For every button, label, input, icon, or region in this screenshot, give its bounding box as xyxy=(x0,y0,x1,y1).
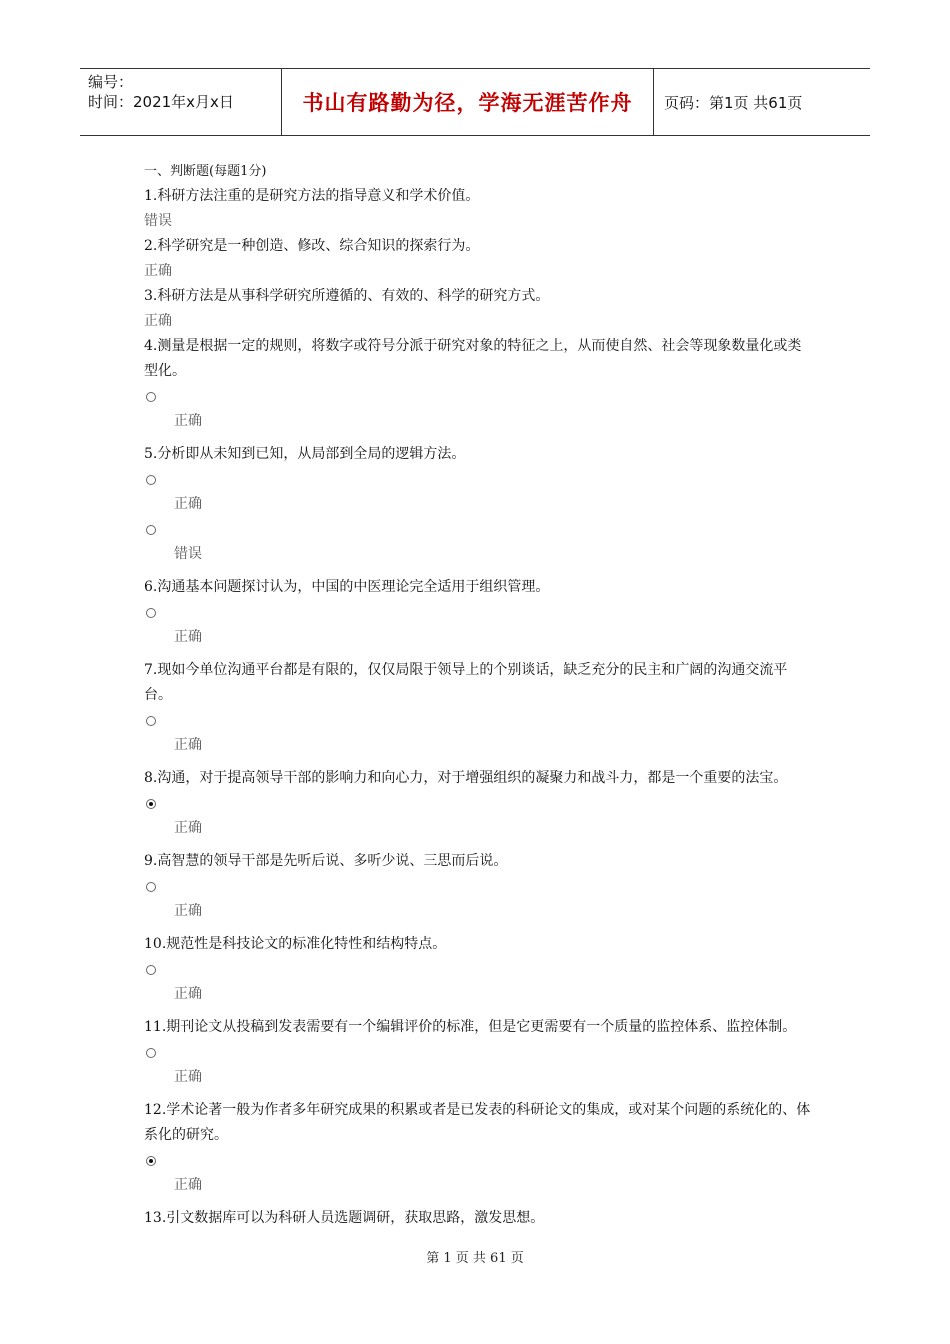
question-text: 10.规范性是科技论文的标准化特性和结构特点。 xyxy=(144,936,447,952)
section-title: 一、判断题(每题1分) xyxy=(144,164,267,179)
header-meta xyxy=(80,69,282,135)
question-list xyxy=(144,160,814,1231)
number-label: 编号： xyxy=(88,73,134,91)
question-text: 4.测量是根据一定的规则，将数字或符号分派于研究对象的特征之上，从而使自然、社会等现象数量化或类型化。 xyxy=(144,338,802,379)
spacer xyxy=(144,1007,814,1015)
answer-text: 错误 xyxy=(144,213,172,229)
page-footer: 第 1 页 共 61 页 xyxy=(426,1251,524,1266)
option-label: 错误 xyxy=(174,546,202,562)
spacer xyxy=(144,434,814,442)
radio-button[interactable] xyxy=(146,392,156,402)
answer-option[interactable] xyxy=(144,1148,814,1198)
option-label: 正确 xyxy=(174,629,202,645)
option-label: 正确 xyxy=(174,903,202,919)
radio-button[interactable] xyxy=(146,965,156,975)
radio-button[interactable] xyxy=(146,475,156,485)
radio-button[interactable] xyxy=(146,799,156,809)
answer-option[interactable] xyxy=(144,467,814,517)
question-text: 5.分析即从未知到已知，从局部到全局的逻辑方法。 xyxy=(144,446,466,462)
option-label: 正确 xyxy=(174,737,202,753)
radio-button[interactable] xyxy=(146,716,156,726)
answer-option[interactable] xyxy=(144,384,814,434)
option-label: 正确 xyxy=(174,1177,202,1193)
radio-button[interactable] xyxy=(146,882,156,892)
answer-option[interactable] xyxy=(144,957,814,1007)
option-label: 正确 xyxy=(174,820,202,836)
spacer xyxy=(144,567,814,575)
question-text: 13.引文数据库可以为科研人员选题调研，获取思路，激发思想。 xyxy=(144,1210,545,1226)
spacer xyxy=(144,758,814,766)
question-text: 9.高智慧的领导干部是先听后说、多听少说、三思而后说。 xyxy=(144,853,508,869)
spacer xyxy=(144,841,814,849)
answer-option[interactable] xyxy=(144,874,814,924)
option-label: 正确 xyxy=(174,413,202,429)
answer-option[interactable] xyxy=(144,1040,814,1090)
spacer xyxy=(144,1090,814,1098)
question-text: 8.沟通，对于提高领导干部的影响力和向心力，对于增强组织的凝聚力和战斗力，都是一个重要的法宝。 xyxy=(144,770,788,786)
spacer xyxy=(144,650,814,658)
answer-option[interactable] xyxy=(144,791,814,841)
question-text: 7.现如今单位沟通平台都是有限的，仅仅局限于领导上的个别谈话，缺乏充分的民主和广阔的沟通交流平台。 xyxy=(144,662,788,703)
answer-text: 正确 xyxy=(144,263,172,279)
answer-text: 正确 xyxy=(144,313,172,329)
question-text: 3.科研方法是从事科学研究所遵循的、有效的、科学的研究方式。 xyxy=(144,288,550,304)
question-text: 12.学术论著一般为作者多年研究成果的积累或者是已发表的科研论文的集成，或对某个问题的系统化的、体系化的研究。 xyxy=(144,1102,811,1143)
option-label: 正确 xyxy=(174,496,202,512)
radio-button[interactable] xyxy=(146,1156,156,1166)
page-header xyxy=(80,68,870,136)
question-text: 1.科研方法注重的是研究方法的指导意义和学术价值。 xyxy=(144,188,480,204)
spacer xyxy=(144,924,814,932)
question-text: 11.期刊论文从投稿到发表需要有一个编辑评价的标准，但是它更需要有一个质量的监控体系、监控体制。 xyxy=(144,1019,797,1035)
question-text: 6.沟通基本问题探讨认为，中国的中医理论完全适用于组织管理。 xyxy=(144,579,550,595)
answer-option[interactable] xyxy=(144,600,814,650)
time-label: 时间：2021年x月x日 xyxy=(88,93,234,111)
question-text: 2.科学研究是一种创造、修改、综合知识的探索行为。 xyxy=(144,238,480,254)
header-motto: 书山有路勤为径，学海无涯苦作舟 xyxy=(282,69,654,135)
option-label: 正确 xyxy=(174,986,202,1002)
header-page-info: 页码：第1页 共61页 xyxy=(664,93,803,112)
answer-option[interactable] xyxy=(144,517,814,567)
radio-button[interactable] xyxy=(146,525,156,535)
option-label: 正确 xyxy=(174,1069,202,1085)
spacer xyxy=(144,1198,814,1206)
radio-button[interactable] xyxy=(146,608,156,618)
answer-option[interactable] xyxy=(144,708,814,758)
radio-button[interactable] xyxy=(146,1048,156,1058)
